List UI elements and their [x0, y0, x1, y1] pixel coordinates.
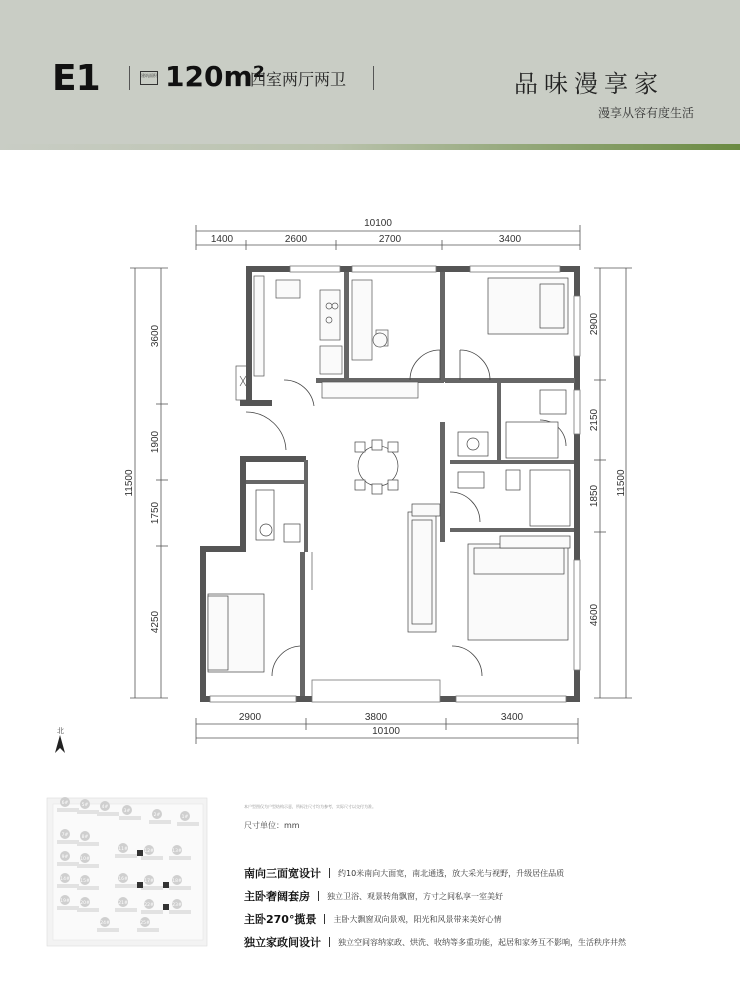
wall: [246, 266, 252, 406]
dim-bottom-2: 3800: [364, 712, 388, 723]
feature-divider: [324, 914, 325, 924]
site-highlight-marker: [163, 882, 169, 888]
svg-text:23#: 23#: [172, 903, 182, 908]
dim-top-4: 3400: [498, 234, 522, 245]
svg-text:20#: 20#: [80, 901, 90, 906]
svg-text:14#: 14#: [60, 877, 70, 882]
wall: [240, 400, 272, 406]
area-value: 120m²: [165, 60, 265, 93]
dim-bottom-3: 3400: [500, 712, 524, 723]
feature-divider: [329, 937, 330, 947]
unit-code: E1: [52, 58, 100, 99]
svg-text:3#: 3#: [123, 809, 131, 814]
dim-right-4: 4600: [589, 603, 600, 627]
svg-text:17#: 17#: [144, 879, 154, 884]
unit-label: 尺寸单位：mm: [244, 821, 300, 830]
dim-bottom-1: 2900: [238, 712, 262, 723]
feature-title: 独立家政间设计: [244, 936, 321, 949]
wall: [200, 546, 246, 552]
svg-text:21#: 21#: [118, 901, 128, 906]
wall: [240, 456, 306, 462]
feature-divider: [329, 868, 330, 878]
feature-title: 主卧奢阔套房: [244, 890, 310, 903]
dim-right-3: 1850: [589, 484, 600, 508]
wall: [240, 456, 246, 552]
dim-top-3: 2700: [378, 234, 402, 245]
dim-bottom-total: 10100: [372, 726, 400, 737]
dim-left-3: 1750: [150, 501, 161, 525]
feature-row: [244, 887, 503, 905]
disclaimer: 本户型图仅为户型结构示意，所标注尺寸均为参考，实际尺寸以交付为准。: [244, 804, 376, 809]
dim-left-4: 4250: [150, 610, 161, 634]
svg-text:9#: 9#: [61, 855, 69, 860]
layout-type: 四室两厅两卫: [250, 70, 347, 89]
dim-top-1: 1400: [210, 234, 234, 245]
feature-row: [244, 933, 626, 951]
site-highlight-marker: [137, 882, 143, 888]
dim-left-total: 11500: [124, 469, 135, 497]
dim-right-total: 11500: [616, 469, 627, 497]
svg-text:13#: 13#: [172, 849, 182, 854]
svg-text:6#: 6#: [61, 801, 69, 806]
wall: [200, 546, 206, 702]
feature-desc: 约10米南向大面宽，南北通透，放大采光与视野，升级居住品质: [338, 868, 565, 878]
tagline: 品味漫享家: [514, 70, 664, 98]
site-highlight-marker: [163, 904, 169, 910]
svg-text:8#: 8#: [81, 835, 89, 840]
feature-row: [244, 864, 564, 882]
svg-text:11#: 11#: [118, 847, 128, 852]
svg-text:12#: 12#: [144, 849, 154, 854]
svg-text:1#: 1#: [181, 815, 189, 820]
feature-desc: 独立空间容纳家政、烘洗、收纳等多重功能，起居和家务互不影响，生活秩序井然: [338, 937, 626, 947]
svg-text:19#: 19#: [60, 899, 70, 904]
svg-text:7#: 7#: [61, 833, 69, 838]
area-badge: 建筑面积: [140, 71, 158, 85]
dim-right-2: 2150: [589, 408, 600, 432]
feature-title: 南向三面宽设计: [244, 867, 321, 880]
svg-text:22#: 22#: [144, 903, 154, 908]
svg-text:10#: 10#: [80, 857, 90, 862]
dim-left-1: 3600: [150, 324, 161, 348]
dim-top-2: 2600: [284, 234, 308, 245]
svg-text:24#: 24#: [100, 921, 110, 926]
dim-right-1: 2900: [589, 312, 600, 336]
feature-row: [244, 910, 501, 928]
svg-text:16#: 16#: [118, 877, 128, 882]
site-plan: [45, 790, 210, 950]
compass-label: 北: [57, 727, 64, 735]
svg-text:2#: 2#: [153, 813, 161, 818]
feature-desc: 主卧大飘窗双向景观，阳光和风景带来美好心情: [333, 914, 502, 924]
dim-left-2: 1900: [150, 430, 161, 454]
dim-top-total: 10100: [364, 218, 392, 229]
svg-text:15#: 15#: [80, 879, 90, 884]
svg-text:18#: 18#: [172, 879, 182, 884]
svg-text:4#: 4#: [101, 805, 109, 810]
feature-divider: [318, 891, 319, 901]
feature-desc: 独立卫浴、观景转角飘窗，方寸之间私享一室美好: [327, 891, 503, 901]
svg-text:5#: 5#: [81, 803, 89, 808]
north-arrow-icon: [54, 735, 66, 753]
feature-title: 主卧270°揽景: [244, 913, 317, 926]
svg-text:25#: 25#: [140, 921, 150, 926]
subtagline: 漫享从容有度生活: [598, 106, 695, 120]
site-highlight-marker: [137, 850, 143, 856]
